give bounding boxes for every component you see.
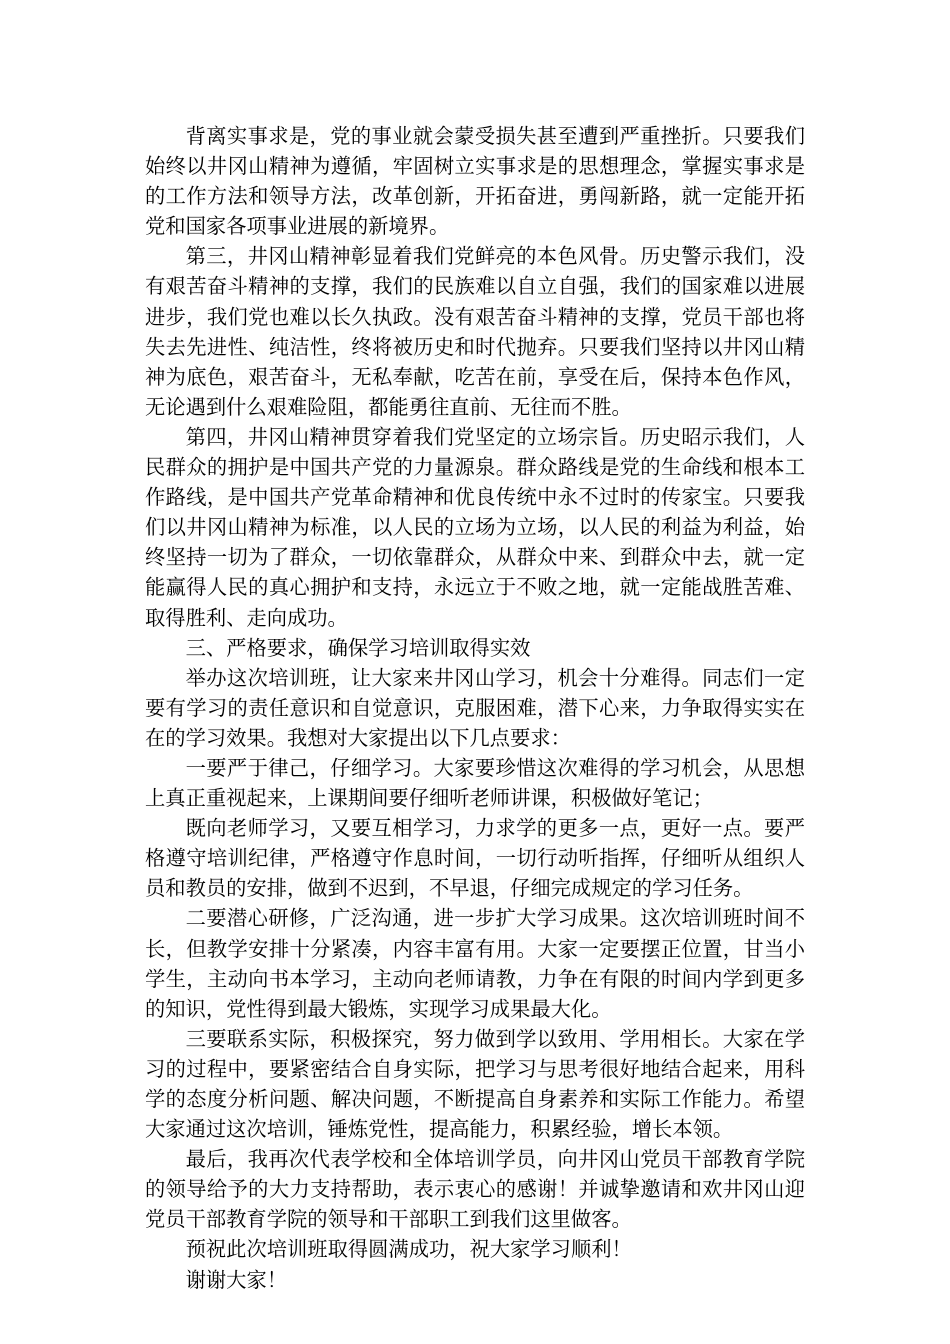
section-heading: 三、严格要求，确保学习培训取得实效 — [185, 635, 531, 660]
paragraph-1: 背离实事求是，党的事业就会蒙受损失甚至遭到严重挫折。只要我们始终以井冈山精神为遵循，牢固树立实事求是的思想理念，掌握实事求是的工作方法和领导方法，改革创新，开拓奋进，勇闯新路，就一定能开拓党和国家各项事业进展的新境界。 — [145, 124, 805, 239]
paragraph-3: 第四，井冈山精神贯穿着我们党坚定的立场宗旨。历史昭示我们，人民群众的拥护是中国共产党的力量源泉。群众路线是党的生命线和根本工作路线，是中国共产党革命精神和优良传统中永不过时的传家宝。只要我们以井冈山精神为标准，以人民的立场为立场，以人民的利益为利益，始终坚持一切为了群众，一切依靠群众，从群众中来、到群众中去，就一定能赢得人民的真心拥护和支持，永远立于不败之地，就一定能战胜苦难、取得胜利、走向成功。 — [145, 424, 805, 630]
paragraph-11: 预祝此次培训班取得圆满成功，祝大家学习顺利！ — [185, 1237, 632, 1262]
paragraph-6: 一要严于律己，仔细学习。大家要珍惜这次难得的学习机会，从思想上真正重视起来，上课期间要仔细听老师讲课，积极做好笔记； — [145, 755, 805, 811]
paragraph-7: 既向老师学习，又要互相学习，力求学的更多一点，更好一点。要严格遵守培训纪律，严格遵守作息时间，一切行动听指挥，仔细听从组织人员和教员的安排，做到不迟到，不早退，仔细完成规定的学习任务。 — [145, 816, 805, 901]
paragraph-5: 举办这次培训班，让大家来井冈山学习，机会十分难得。同志们一定要有学习的责任意识和自觉意识，克服困难，潜下心来，力争取得实实在在的学习效果。我想对大家提出以下几点要求： — [145, 665, 805, 750]
paragraph-9: 三要联系实际，积极探究，努力做到学以致用、学用相长。大家在学习的过程中，要紧密结合自身实际，把学习与思考很好地结合起来，用科学的态度分析问题、解决问题，不断提高自身素养和实际工作能力。希望大家通过这次培训，锤炼党性，提高能力，积累经验，增长本领。 — [145, 1026, 805, 1142]
paragraph-8: 二要潜心研修，广泛沟通，进一步扩大学习成果。这次培训班时间不长，但教学安排十分紧凑，内容丰富有用。大家一定要摆正位置，甘当小学生，主动向书本学习，主动向老师请教，力争在有限的时间内学到更多的知识，党性得到最大锻炼，实现学习成果最大化。 — [145, 906, 805, 1021]
document-body — [145, 121, 805, 1295]
closing-thanks: 谢谢大家！ — [185, 1267, 288, 1292]
paragraph-10: 最后，我再次代表学校和全体培训学员，向井冈山党员干部教育学院的领导给予的大力支持帮助，表示衷心的感谢！并诚挚邀请和欢井冈山迎党员干部教育学院的领导和干部职工到我们这里做客。 — [145, 1147, 805, 1232]
paragraph-2: 第三，井冈山精神彰显着我们党鲜亮的本色风骨。历史警示我们，没有艰苦奋斗精神的支撑，我们的民族难以自立自强，我们的国家难以进展进步，我们党也难以长久执政。没有艰苦奋斗精神的支撑，党员干部也将失去先进性、纯洁性，终将被历史和时代抛弃。只要我们坚持以井冈山精神为底色，艰苦奋斗，无私奉献，吃苦在前，享受在后，保持本色作风，无论遇到什么艰难险阻，都能勇往直前、无往而不胜。 — [145, 244, 805, 419]
